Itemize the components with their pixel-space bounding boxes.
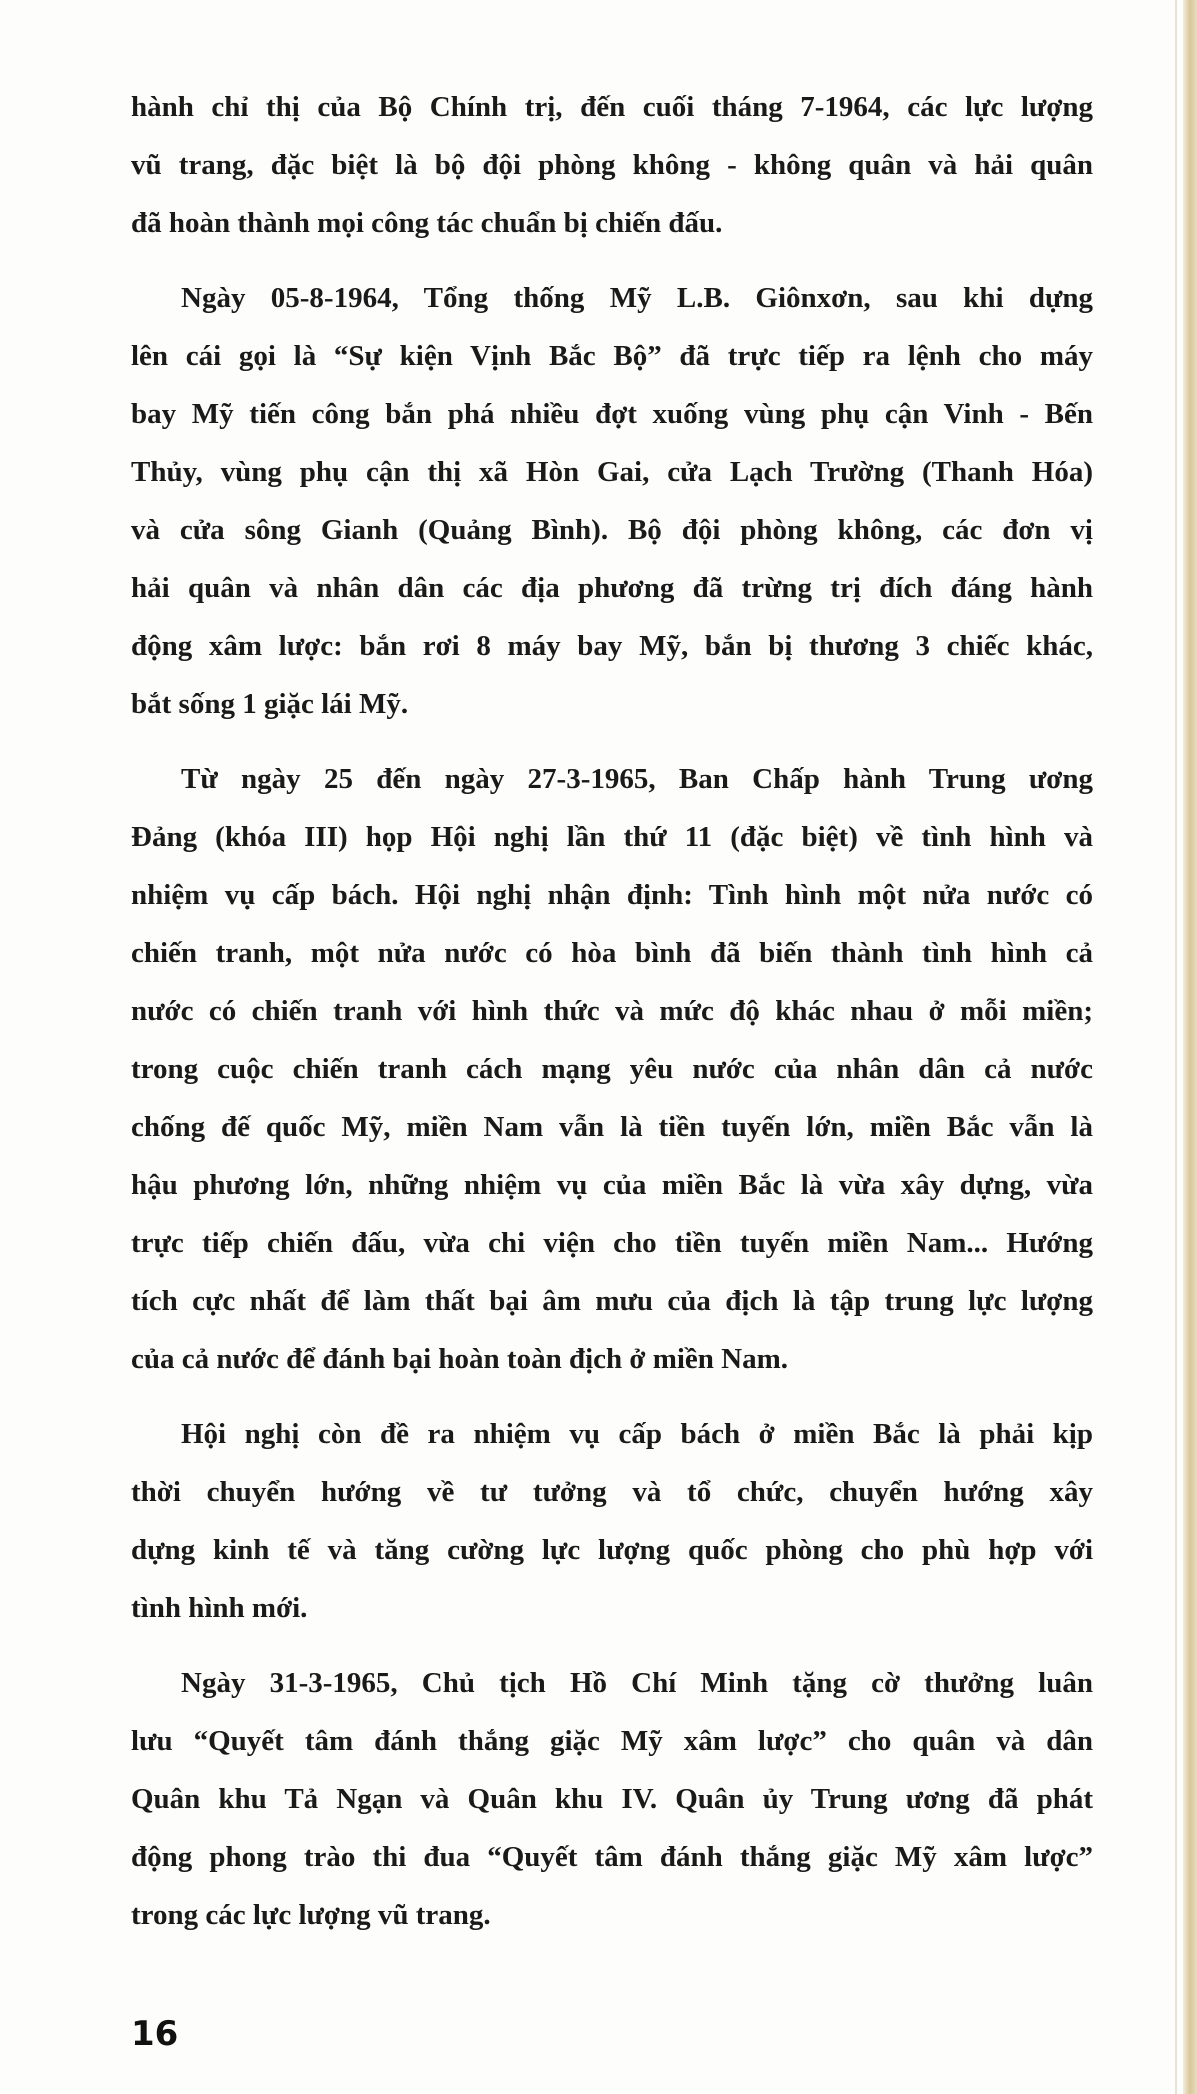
text-line: động xâm lược: bắn rơi 8 máy bay Mỹ, bắn bị thương 3 chiếc khác, [131, 630, 1093, 662]
paragraph [131, 1405, 1093, 1637]
text-line: chiến tranh, một nửa nước có hòa bình đã biến thành tình hình cả [131, 937, 1093, 969]
paragraph [131, 750, 1093, 1388]
text-line: lưu “Quyết tâm đánh thắng giặc Mỹ xâm lược” cho quân và dân [131, 1725, 1093, 1757]
text-line: nước có chiến tranh với hình thức và mức độ khác nhau ở mỗi miền; [131, 995, 1093, 1027]
text-line: và cửa sông Gianh (Quảng Bình). Bộ đội phòng không, các đơn vị [131, 514, 1093, 546]
paragraph [131, 269, 1093, 733]
text-line: trong các lực lượng vũ trang. [131, 1899, 491, 1931]
body-text [131, 0, 1093, 1944]
text-line: bắt sống 1 giặc lái Mỹ. [131, 688, 409, 720]
text-line: nhiệm vụ cấp bách. Hội nghị nhận định: Tình hình một nửa nước có [131, 879, 1093, 911]
text-line: thời chuyển hướng về tư tưởng và tổ chức, chuyển hướng xây [131, 1476, 1093, 1508]
text-line: của cả nước để đánh bại hoàn toàn địch ở miền Nam. [131, 1343, 789, 1375]
page-number: 16 [131, 2014, 179, 2054]
text-line: tích cực nhất để làm thất bại âm mưu của địch là tập trung lực lượng [131, 1285, 1093, 1317]
page-edge [1183, 0, 1197, 2094]
text-line: động phong trào thi đua “Quyết tâm đánh thắng giặc Mỹ xâm lược” [131, 1841, 1093, 1873]
text-line: hậu phương lớn, những nhiệm vụ của miền Bắc là vừa xây dựng, vừa [131, 1169, 1093, 1201]
text-line: hải quân và nhân dân các địa phương đã trừng trị đích đáng hành [131, 572, 1093, 604]
text-line: trong cuộc chiến tranh cách mạng yêu nước của nhân dân cả nước [131, 1053, 1093, 1085]
page-fold-line [1175, 0, 1177, 2094]
paragraph [131, 1654, 1093, 1944]
text-line: bay Mỹ tiến công bắn phá nhiều đợt xuống vùng phụ cận Vinh - Bến [131, 398, 1093, 430]
text-line: Hội nghị còn đề ra nhiệm vụ cấp bách ở miền Bắc là phải kịp [181, 1418, 1093, 1450]
text-line: Thủy, vùng phụ cận thị xã Hòn Gai, cửa Lạch Trường (Thanh Hóa) [131, 456, 1093, 488]
text-line: Ngày 31-3-1965, Chủ tịch Hồ Chí Minh tặng cờ thưởng luân [181, 1667, 1093, 1699]
text-line: vũ trang, đặc biệt là bộ đội phòng không - không quân và hải quân [131, 149, 1093, 181]
text-line: trực tiếp chiến đấu, vừa chi viện cho tiền tuyến miền Nam... Hướng [131, 1227, 1093, 1259]
text-line: dựng kinh tế và tăng cường lực lượng quốc phòng cho phù hợp với [131, 1534, 1093, 1566]
text-line: lên cái gọi là “Sự kiện Vịnh Bắc Bộ” đã trực tiếp ra lệnh cho máy [131, 340, 1093, 372]
text-line: chống đế quốc Mỹ, miền Nam vẫn là tiền tuyến lớn, miền Bắc vẫn là [131, 1111, 1093, 1143]
text-line: Quân khu Tả Ngạn và Quân khu IV. Quân ủy Trung ương đã phát [131, 1783, 1093, 1815]
text-line: đã hoàn thành mọi công tác chuẩn bị chiến đấu. [131, 207, 723, 239]
text-line: Từ ngày 25 đến ngày 27-3-1965, Ban Chấp hành Trung ương [181, 763, 1093, 795]
text-line: Ngày 05-8-1964, Tổng thống Mỹ L.B. Giônxơn, sau khi dựng [181, 282, 1093, 314]
text-line: tình hình mới. [131, 1592, 308, 1624]
text-line: hành chỉ thị của Bộ Chính trị, đến cuối tháng 7-1964, các lực lượng [131, 91, 1093, 123]
text-line: Đảng (khóa III) họp Hội nghị lần thứ 11 (đặc biệt) về tình hình và [131, 821, 1093, 853]
paragraph [131, 78, 1093, 252]
